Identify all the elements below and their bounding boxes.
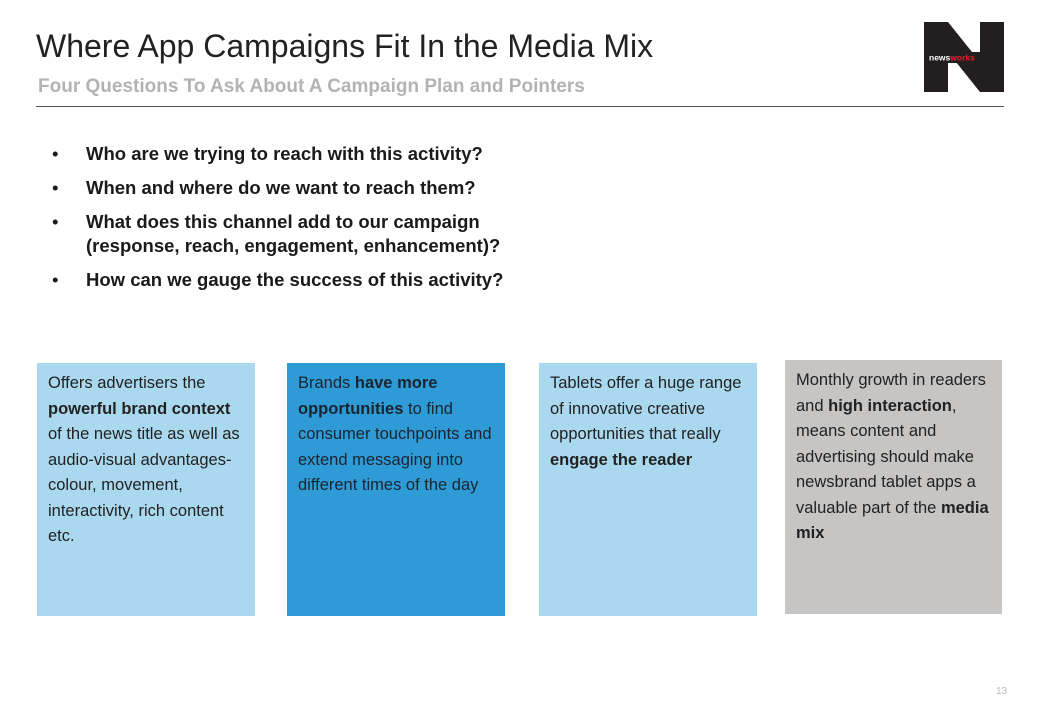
bullet-dot: • bbox=[52, 177, 59, 198]
card-text: Tablets offer a huge range of innovative creative opportunities that really bbox=[550, 374, 742, 443]
card-text: Brands bbox=[298, 374, 355, 392]
question-text: What does this channel add to our campaign bbox=[86, 211, 480, 232]
card-text-bold: powerful brand context bbox=[48, 399, 231, 418]
question-item bbox=[52, 210, 672, 258]
card-text: Monthly growth in readers and bbox=[796, 371, 986, 415]
question-item bbox=[52, 176, 672, 200]
bullet-dot: • bbox=[52, 269, 59, 290]
question-list bbox=[52, 142, 672, 302]
card-text-bold: high interaction bbox=[828, 396, 952, 415]
card-text: to find consumer touchpoints and extend messaging into different times of the day bbox=[298, 399, 492, 494]
pointer-card-tablets bbox=[539, 363, 757, 616]
card-text-bold: have more opportunities bbox=[298, 374, 438, 418]
bullet-dot: • bbox=[52, 211, 59, 232]
question-text: When and where do we want to reach them? bbox=[86, 177, 476, 198]
question-text: How can we gauge the success of this activity? bbox=[86, 269, 504, 290]
card-text: , means content and advertising should make newsbrand tablet apps a valuable part of the bbox=[796, 396, 976, 517]
card-text-bold: media mix bbox=[796, 498, 989, 542]
card-text: Offers advertisers the bbox=[48, 374, 206, 392]
pointer-card-growth bbox=[785, 360, 1002, 614]
question-item bbox=[52, 268, 672, 292]
pointer-card-brand-context bbox=[37, 363, 255, 616]
bullet-dot: • bbox=[52, 143, 59, 164]
question-item bbox=[52, 142, 672, 166]
question-text: Who are we trying to reach with this activity? bbox=[86, 143, 483, 164]
page-number: 13 bbox=[996, 686, 1008, 697]
svg-text:newsworks: newsworks bbox=[929, 52, 975, 63]
pointer-card-opportunities bbox=[287, 363, 505, 616]
card-text-bold: engage the reader bbox=[550, 450, 693, 469]
card-text: of the news title as well as audio-visual advantages-colour, movement, interactivity, rich content etc. bbox=[48, 425, 240, 545]
header-divider bbox=[36, 106, 1004, 107]
newsworks-logo bbox=[924, 22, 1004, 92]
page-subtitle: Four Questions To Ask About A Campaign Plan and Pointers bbox=[38, 76, 585, 97]
question-text-continued: (response, reach, engagement, enhancement)? bbox=[86, 235, 501, 256]
page-title: Where App Campaigns Fit In the Media Mix bbox=[36, 28, 654, 64]
